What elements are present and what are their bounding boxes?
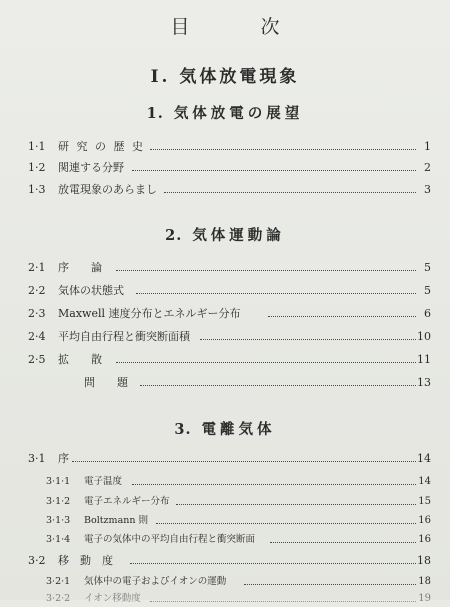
section-title: 研 究 の 歴 史 [58,140,145,153]
chapter-heading [0,418,450,439]
page-number: 18 [417,554,431,567]
section-number: 3·1·4 [46,534,71,545]
section-title: 電子エネルギー分布 [84,496,170,507]
leader-dots [244,584,416,585]
part-heading: I. 気体放電現象 [150,67,300,87]
leader-dots [156,523,416,524]
toc-entry [0,451,450,467]
leader-dots [270,542,416,543]
toc-entry [0,352,450,368]
section-number: 3·1 [28,452,46,465]
section-title: イオン移動度 [84,593,141,604]
toc-entry [0,375,450,391]
page-number: 14 [417,452,431,465]
section-title: 序 論 [58,261,102,274]
section-title: 電子温度 [84,476,123,487]
page-number: 5 [424,261,431,274]
section-title: 序 [58,452,69,465]
leader-dots [116,362,416,363]
toc-subentry [0,513,450,529]
chapter-title: 気体運動論 [192,227,285,244]
leader-dots [72,461,416,462]
chapter-heading [0,102,450,123]
chapter-heading [0,224,450,245]
section-title: 電子の気体中の平均自由行程と衝突断面 [84,534,256,545]
toc-subentry [0,574,450,590]
chapter-number: 3. [174,421,192,438]
leader-dots [176,504,416,505]
leader-dots [136,293,416,294]
toc-entry [0,283,450,299]
toc-subentry [0,494,450,510]
leader-dots [130,563,416,564]
toc-entry [0,182,450,198]
section-number: 1·1 [28,140,46,153]
page-number: 10 [417,330,431,343]
chapter-number: 1. [146,105,164,122]
chapter-number: 2. [165,227,183,244]
section-number: 3·1·3 [46,515,71,526]
section-number: 2·3 [28,307,46,320]
leader-dots [132,170,416,171]
section-title: 気体中の電子およびイオンの運動 [84,576,227,587]
toc-entry [0,139,450,155]
page-title: 目 次 [170,16,306,38]
toc-subentry [0,474,450,490]
page-number: 14 [418,476,431,487]
page-number: 11 [417,353,431,366]
section-title: 放電現象のあらまし [58,183,157,196]
page-number: 13 [417,376,431,389]
leader-dots [164,192,416,193]
leader-dots [150,149,416,150]
section-number: 1·3 [28,183,46,196]
page-number: 18 [418,576,431,587]
page-number: 1 [424,140,431,153]
leader-dots [140,385,416,386]
toc-entry [0,260,450,276]
section-title: 関連する分野 [58,161,124,174]
section-title: 問 題 [84,376,128,389]
toc-subentry [0,532,450,548]
toc-entry [0,160,450,176]
section-number: 3·1·1 [46,476,71,487]
toc-entry [0,329,450,345]
section-number: 3·2·2 [46,593,71,604]
page-number: 15 [418,496,431,507]
toc-entry [0,553,450,569]
leader-dots [200,339,416,340]
section-number: 3·2 [28,554,46,567]
section-number: 3·1·2 [46,496,71,507]
section-title: Maxwell 速度分布とエネルギー分布 [58,307,241,320]
toc-subentry [0,591,450,607]
section-title: Boltzmann 則 [84,515,148,526]
page-number: 6 [424,307,431,320]
section-title: 平均自由行程と衝突断面積 [58,330,190,343]
page-number: 16 [418,515,431,526]
leader-dots [116,270,416,271]
chapter-title: 気体放電の展望 [173,105,304,122]
page-number: 16 [418,534,431,545]
page-number: 3 [424,183,431,196]
chapter-title: 電離気体 [201,421,276,438]
section-title: 移 動 度 [58,554,113,567]
section-title: 拡 散 [58,353,102,366]
section-number: 2·2 [28,284,46,297]
toc-entry [0,306,450,322]
section-number: 3·2·1 [46,576,71,587]
page-number: 2 [424,161,431,174]
page-number: 5 [424,284,431,297]
section-number: 1·2 [28,161,46,174]
page-number: 19 [418,593,431,604]
section-number: 2·1 [28,261,46,274]
section-number: 2·4 [28,330,46,343]
leader-dots [268,316,416,317]
section-number: 2·5 [28,353,46,366]
leader-dots [132,484,416,485]
section-title: 気体の状態式 [58,284,124,297]
leader-dots [150,601,416,602]
